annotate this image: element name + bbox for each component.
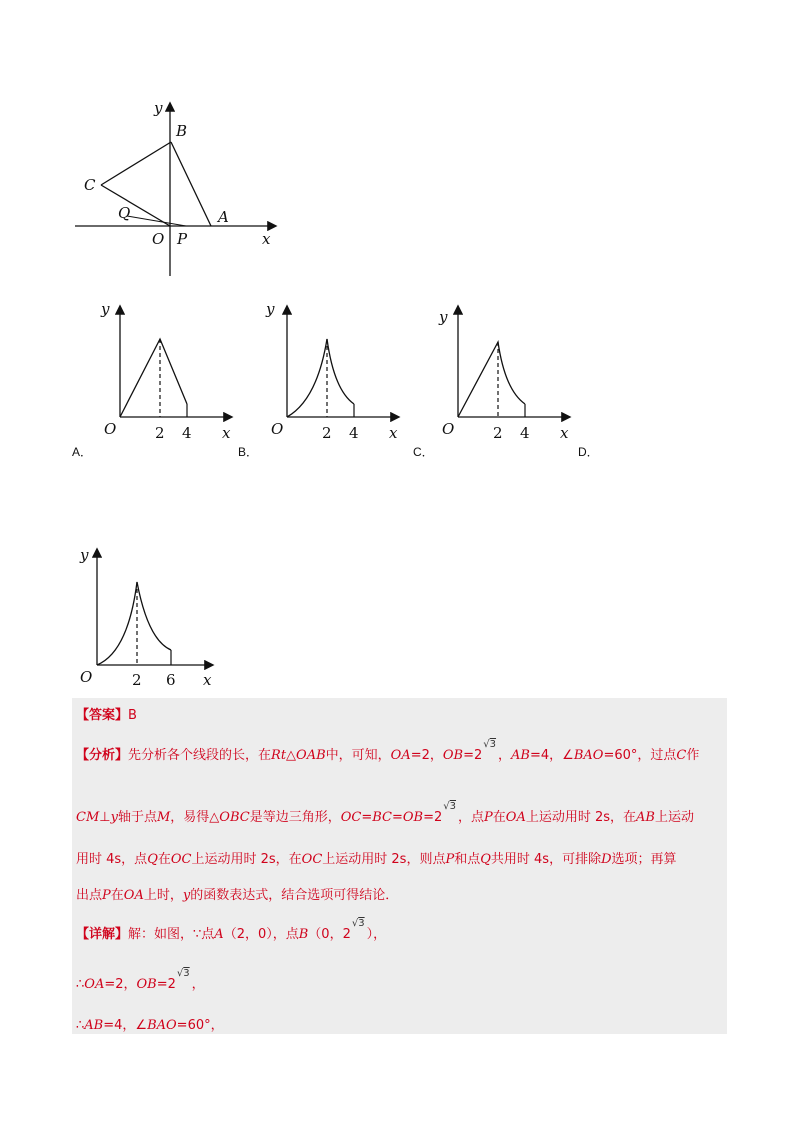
text-span: 和点 [454, 852, 481, 867]
text-span: =2 [156, 977, 176, 992]
graph-curve [120, 339, 187, 417]
label-a: A [218, 208, 229, 226]
graph-tick-mid: 2 [493, 424, 503, 442]
graph-label-x: x [222, 424, 231, 442]
analysis-tag: 【分析】 [76, 748, 129, 763]
option-graph-d [72, 540, 222, 700]
sqrt-radicand: 3 [489, 739, 497, 750]
graph-label-x: x [389, 424, 398, 442]
graph-tick-end: 4 [349, 424, 359, 442]
text-span: ， [191, 977, 205, 992]
text-span: =4，∠ [530, 748, 574, 763]
math-var: D [601, 852, 612, 867]
label-b: B [176, 122, 188, 140]
text-span: =2 [423, 810, 443, 825]
sqrt-symbol: √3 [176, 968, 190, 979]
math-var: AB [511, 748, 530, 763]
text-span: 在 [110, 888, 124, 903]
text-span: △ [286, 748, 297, 763]
answer-tag: 【答案】 [76, 708, 129, 723]
text-span: 作 [686, 748, 700, 763]
text-span: 上运动 [654, 810, 694, 825]
text-span: =2， [104, 977, 137, 992]
text-span: =60°， [176, 1018, 224, 1033]
label-c: C [84, 176, 96, 194]
main-figure [70, 98, 290, 278]
text-span: （2，0），点 [223, 927, 299, 942]
math-var: BAO [147, 1018, 177, 1033]
math-var: OAB [296, 748, 326, 763]
math-var: OC [301, 852, 323, 867]
sqrt-symbol: √3 [443, 801, 457, 812]
detail-line-3 [76, 1014, 224, 1033]
analysis-line-1 [76, 739, 700, 763]
text-span: 共用时 4s，可排除 [490, 852, 602, 867]
segment-co [101, 185, 170, 226]
text-span: ）， [366, 927, 387, 942]
sqrt-radicand: 3 [449, 801, 457, 812]
sqrt-radicand: 3 [183, 968, 190, 979]
graph-curve [287, 339, 354, 417]
graph-label-origin: O [442, 420, 455, 438]
text-span: 上运动用时 2s，在 [191, 852, 302, 867]
text-span: 上时， [143, 888, 183, 903]
text-span: ， [498, 748, 512, 763]
text-span: =4，∠ [103, 1018, 148, 1033]
math-var: P [484, 810, 493, 825]
text-span: 用时 4s，点 [76, 852, 148, 867]
graph-label-x: x [203, 671, 212, 689]
math-var: P [102, 888, 111, 903]
text-span: 选项；再算 [611, 852, 677, 867]
math-var: OB [136, 977, 157, 992]
math-var: OBC [219, 810, 250, 825]
math-var: Q [147, 852, 158, 867]
graph-curve [458, 342, 525, 417]
analysis-line-2 [76, 801, 694, 825]
label-q: Q [118, 204, 131, 222]
graph-curve [97, 582, 171, 665]
graph-label-y: y [80, 546, 89, 564]
math-var: OC [170, 852, 192, 867]
math-var: Q [480, 852, 491, 867]
option-label-c[interactable]: C． [413, 445, 434, 459]
graph-tick-mid: 2 [155, 424, 165, 442]
option-label-b[interactable]: B． [238, 445, 259, 459]
math-var: AB [84, 1018, 104, 1033]
text-span: ∴ [76, 1018, 85, 1033]
graph-label-origin: O [271, 420, 284, 438]
graph-tick-end: 6 [166, 671, 176, 689]
math-var: BAO [573, 748, 604, 763]
text-span: ⊥ [99, 810, 111, 825]
math-var: C [676, 748, 687, 763]
text-span: 上运动用时 2s，在 [525, 810, 637, 825]
text-span: 中，可知， [325, 748, 391, 763]
label-y: y [154, 99, 163, 117]
text-span: =60°，过点 [603, 748, 677, 763]
answer-line [76, 704, 137, 723]
math-var: OB [442, 748, 464, 763]
graph-label-x: x [560, 424, 569, 442]
text-span: 是等边三角形， [249, 810, 341, 825]
graph-label-origin: O [104, 420, 117, 438]
answer-value: B [128, 708, 137, 723]
segment-cb [101, 142, 171, 185]
graph-tick-mid: 2 [132, 671, 142, 689]
segment-ba [171, 142, 211, 226]
math-var: A [214, 927, 224, 942]
analysis-line-4 [76, 884, 398, 903]
math-var: B [298, 927, 309, 942]
text-span: （0，2 [308, 927, 351, 942]
option-graph-a [95, 292, 245, 457]
sqrt-symbol: √3 [351, 918, 365, 929]
graph-tick-end: 4 [182, 424, 192, 442]
graph-label-y: y [439, 308, 448, 326]
math-var: AB [636, 810, 655, 825]
text-span: 轴于点 [117, 810, 157, 825]
text-span: =2， [410, 748, 443, 763]
graph-label-y: y [266, 300, 275, 318]
math-var: OC [340, 810, 362, 825]
graph-tick-mid: 2 [322, 424, 332, 442]
detail-tag: 【详解】 [76, 927, 129, 942]
text-span: =2 [463, 748, 483, 763]
text-span: 上运动用时 2s，则点 [322, 852, 446, 867]
detail-line-2 [76, 968, 205, 992]
text-span: ，点 [458, 810, 485, 825]
text-span: 在 [492, 810, 506, 825]
text-span: ∴ [76, 977, 85, 992]
option-label-a[interactable]: A． [72, 445, 93, 459]
math-var: OA [84, 977, 105, 992]
text-span: 出点 [76, 888, 103, 903]
math-var: OA [123, 888, 144, 903]
option-graph-c [433, 292, 583, 457]
math-var: CM [76, 810, 100, 825]
text-span: = [361, 810, 373, 825]
detail-line-1 [76, 918, 387, 942]
sqrt-radicand: 3 [358, 918, 365, 929]
math-var: BC [372, 810, 392, 825]
math-var: OA [390, 748, 411, 763]
option-graph-b [262, 292, 412, 457]
graph-label-y: y [101, 300, 110, 318]
label-p: P [177, 230, 188, 248]
math-var: OB [402, 810, 424, 825]
graph-label-origin: O [80, 668, 93, 686]
label-o: O [152, 230, 165, 248]
solution-panel [72, 698, 727, 1034]
math-var: M [156, 810, 171, 825]
text-span: ，易得△ [170, 810, 220, 825]
math-var: y [110, 810, 118, 825]
text-span: 的函数表达式，结合选项可得结论． [190, 888, 399, 903]
math-var: Rt [271, 748, 287, 763]
analysis-line-3 [76, 848, 677, 867]
math-var: y [182, 888, 191, 903]
text-span: 解：如图，∵点 [128, 927, 215, 942]
option-label-d[interactable]: D． [578, 445, 599, 459]
math-var: P [445, 852, 455, 867]
graph-tick-end: 4 [520, 424, 530, 442]
math-var: OA [505, 810, 526, 825]
sqrt-symbol: √3 [483, 739, 497, 750]
label-x: x [262, 230, 271, 248]
text-span: = [391, 810, 403, 825]
text-span: 在 [157, 852, 171, 867]
text-span: 先分析各个线段的长，在 [128, 748, 272, 763]
